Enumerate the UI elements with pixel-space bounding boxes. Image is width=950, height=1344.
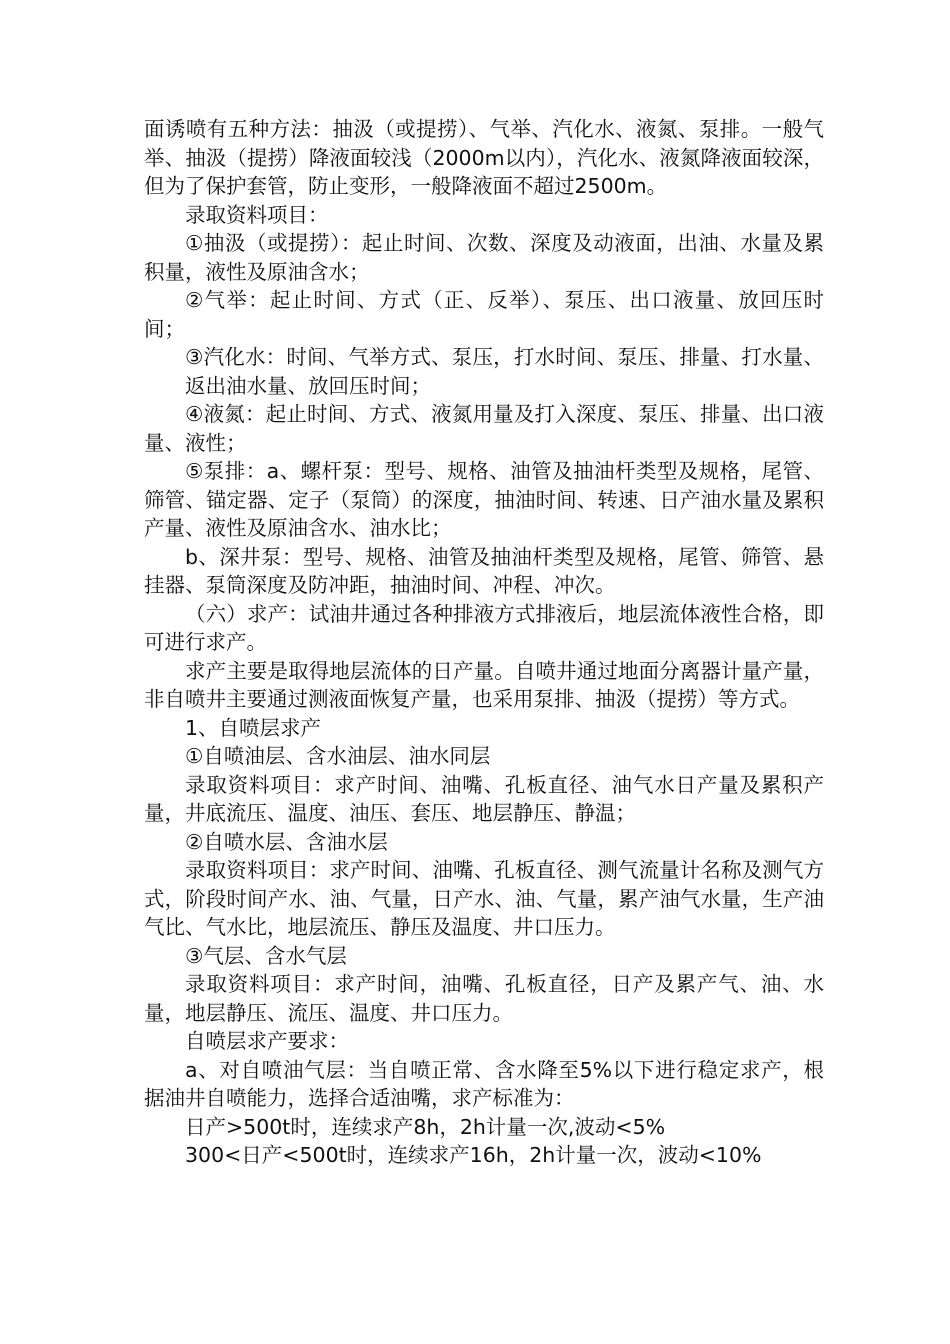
paragraph-sub-water-layer: ②自喷水层、含油水层 <box>185 829 388 854</box>
paragraph-oil-layer-items: 录取资料项目：求产时间、油嘴、孔板直径、油气水日产量及累积产量，井底流压、温度、油压、套压、地层静压、静温； <box>144 772 824 825</box>
paragraph-vaporized-water: ③汽化水：时间、气举方式、泵压，打水时间、泵压、排量、打水量、返出油水量、放回压时间； <box>185 345 824 398</box>
paragraph-standard-over-500: 日产>500t时，连续求产8h，2h计量一次,波动<5% <box>185 1114 666 1139</box>
paragraph-record-items-heading: 录取资料项目： <box>185 202 329 227</box>
paragraph-gas-lift: ②气举：起止时间、方式（正、反举）、泵压、出口液量、放回压时间； <box>144 288 824 341</box>
paragraph-water-layer-items: 录取资料项目：求产时间、油嘴、孔板直径、测气流量计名称及测气方式，阶段时间产水、油、气量，日产水、油、气量，累产油气水量，生产油气比、气水比，地层流压、静压及温度、井口压力。 <box>144 858 824 939</box>
paragraph-production-test: 求产主要是取得地层流体的日产量。自喷井通过地面分离器计量产量，非自喷井主要通过测液面恢复产量，也采用泵排、抽汲（提捞）等方式。 <box>144 658 824 711</box>
paragraph-gas-layer-items: 录取资料项目：求产时间，油嘴、孔板直径，日产及累产气、油、水量，地层静压、流压、温度、井口压力。 <box>144 972 824 1025</box>
paragraph-standard-300-500: 300<日产<500t时，连续求产16h，2h计量一次，波动<10% <box>185 1143 762 1167</box>
paragraph-sub-oil-layer: ①自喷油层、含水油层、油水同层 <box>185 744 491 768</box>
paragraph-swabbing: ①抽汲（或提捞）：起止时间、次数、深度及动液面，出油、水量及累积量，液性及原油含水； <box>144 231 824 284</box>
paragraph-requirements-heading: 自喷层求产要求： <box>185 1029 349 1053</box>
paragraph-intro: 面诱喷有五种方法：抽汲（或提捞）、气举、汽化水、液氮、泵排。一般气举、抽汲（提捞）降液面较浅（2000m以内），汽化水、液氮降液面较深，但为了保护套管，防止变形，一般降液面不超过2500m。 <box>144 117 824 198</box>
paragraph-liquid-nitrogen: ④液氮：起止时间、方式、液氮用量及打入深度、泵压、排量、出口液量、液性； <box>144 402 824 455</box>
paragraph-pump-screw: ⑤泵排：a、螺杆泵：型号、规格、油管及抽油杆类型及规格，尾管、筛管、锚定器、定子（泵筒）的深度，抽油时间、转速、日产油水量及累积产量、液性及原油含水、油水比； <box>144 459 824 540</box>
paragraph-heading-flowing: 1、自喷层求产 <box>185 715 322 740</box>
paragraph-requirement-a: a、对自喷油气层：当自喷正常、含水降至5%以下进行稳定求产，根据油井自喷能力，选择合适油嘴，求产标准为： <box>144 1057 824 1110</box>
document-body <box>144 115 824 1170</box>
paragraph-sub-gas-layer: ③气层、含水气层 <box>185 943 347 968</box>
paragraph-section-six: （六）求产：试油井通过各种排液方式排液后，地层流体液性合格，即可进行求产。 <box>144 601 824 654</box>
paragraph-pump-deep-well: b、深井泵：型号、规格、油管及抽油杆类型及规格，尾管、筛管、悬挂器、泵筒深度及防冲距，抽油时间、冲程、冲次。 <box>144 544 824 597</box>
